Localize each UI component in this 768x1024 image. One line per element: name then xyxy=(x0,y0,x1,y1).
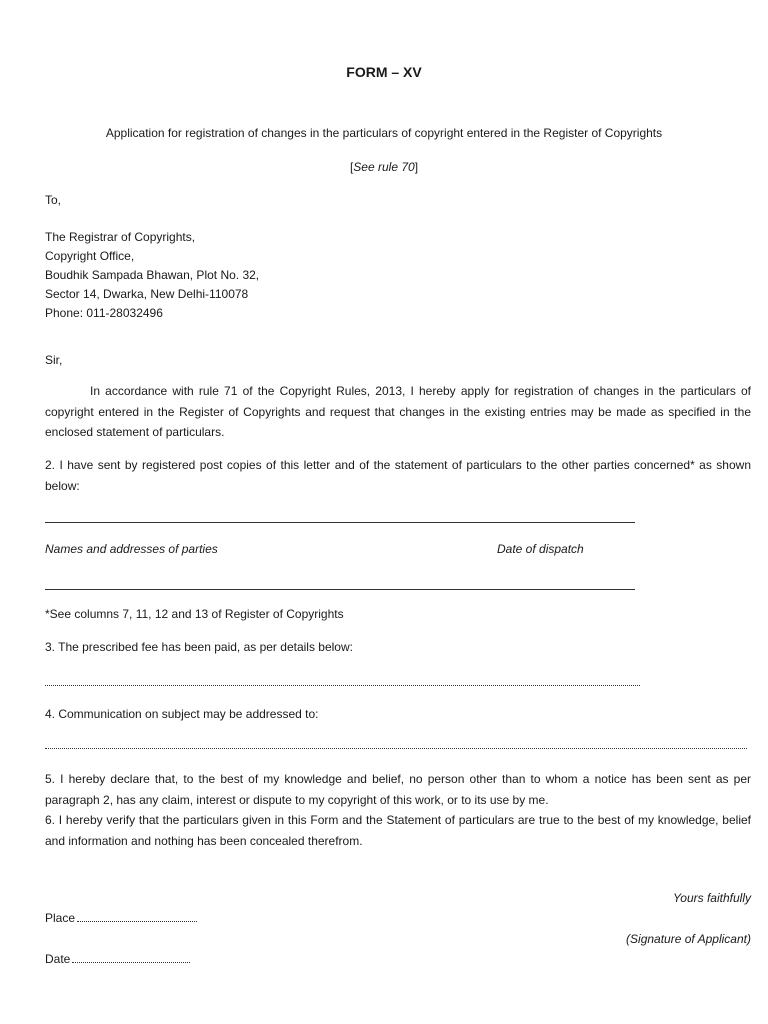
column-names-addresses: Names and addresses of parties xyxy=(45,542,218,556)
paragraph-2 xyxy=(45,455,751,496)
rule-open-bracket: [ xyxy=(349,160,354,174)
signature-label: (Signature of Applicant) xyxy=(626,932,751,946)
place-dots xyxy=(77,921,197,922)
paragraph-5: 5. I hereby declare that, to the best of my knowledge and belief, no person other than to whom a notice has been sent as per paragraph 2, has any claim, interest or dispute to my copyright of this work, or to its use by me. xyxy=(45,772,751,807)
form-title: FORM – XV xyxy=(346,64,422,80)
paragraph-2-text: 2. I have sent by registered post copies of this letter and of the statement of particulars to the other parties concerned* as shown below: xyxy=(45,458,751,493)
closing-yours-faithfully: Yours faithfully xyxy=(672,891,751,905)
rule-text: See rule 70 xyxy=(353,160,415,174)
footnote: *See columns 7, 11, 12 and 13 of Register of Copyrights xyxy=(45,607,344,621)
address-line: Boudhik Sampada Bhawan, Plot No. 32, xyxy=(45,268,260,282)
date-dots xyxy=(72,962,190,963)
paragraph-1 xyxy=(45,381,751,443)
declaration-block xyxy=(45,769,751,851)
address-line: The Registrar of Copyrights, xyxy=(45,230,196,244)
column-date-dispatch: Date of dispatch xyxy=(497,542,584,556)
place-field xyxy=(45,911,197,925)
fee-details-dotted-line xyxy=(45,685,640,686)
paragraph-6: 6. I hereby verify that the particulars given in this Form and the Statement of particulars are true to the best of my knowledge, belief and information and nothing has been concealed therefrom. xyxy=(45,813,751,848)
rule-close-bracket: ] xyxy=(414,160,419,174)
parties-bottom-rule xyxy=(45,589,635,590)
rule-reference xyxy=(0,160,768,174)
paragraph-3: 3. The prescribed fee has been paid, as per details below: xyxy=(45,640,353,654)
address-line: Phone: 011-28032496 xyxy=(45,306,163,320)
address-line: Sector 14, Dwarka, New Delhi-110078 xyxy=(45,287,249,301)
place-label: Place xyxy=(45,911,76,925)
salutation: Sir, xyxy=(45,353,63,367)
address-line: Copyright Office, xyxy=(45,249,135,263)
registrar-address xyxy=(45,228,259,323)
to-label: To, xyxy=(45,193,62,207)
address-dotted-line xyxy=(45,748,747,749)
paragraph-1-text: In accordance with rule 71 of the Copyright Rules, 2013, I hereby apply for registration of changes in the particulars of copyright entered in the Register of Copyrights and request that changes in the existing entries may be made as specified in the enclosed statement of particulars. xyxy=(45,384,751,439)
paragraph-4: 4. Communication on subject may be addressed to: xyxy=(45,707,319,721)
date-field xyxy=(45,952,190,966)
date-label: Date xyxy=(45,952,71,966)
parties-top-rule xyxy=(45,522,635,523)
form-subtitle: Application for registration of changes in the particulars of copyright entered in the Register of Copyrights xyxy=(105,126,663,140)
